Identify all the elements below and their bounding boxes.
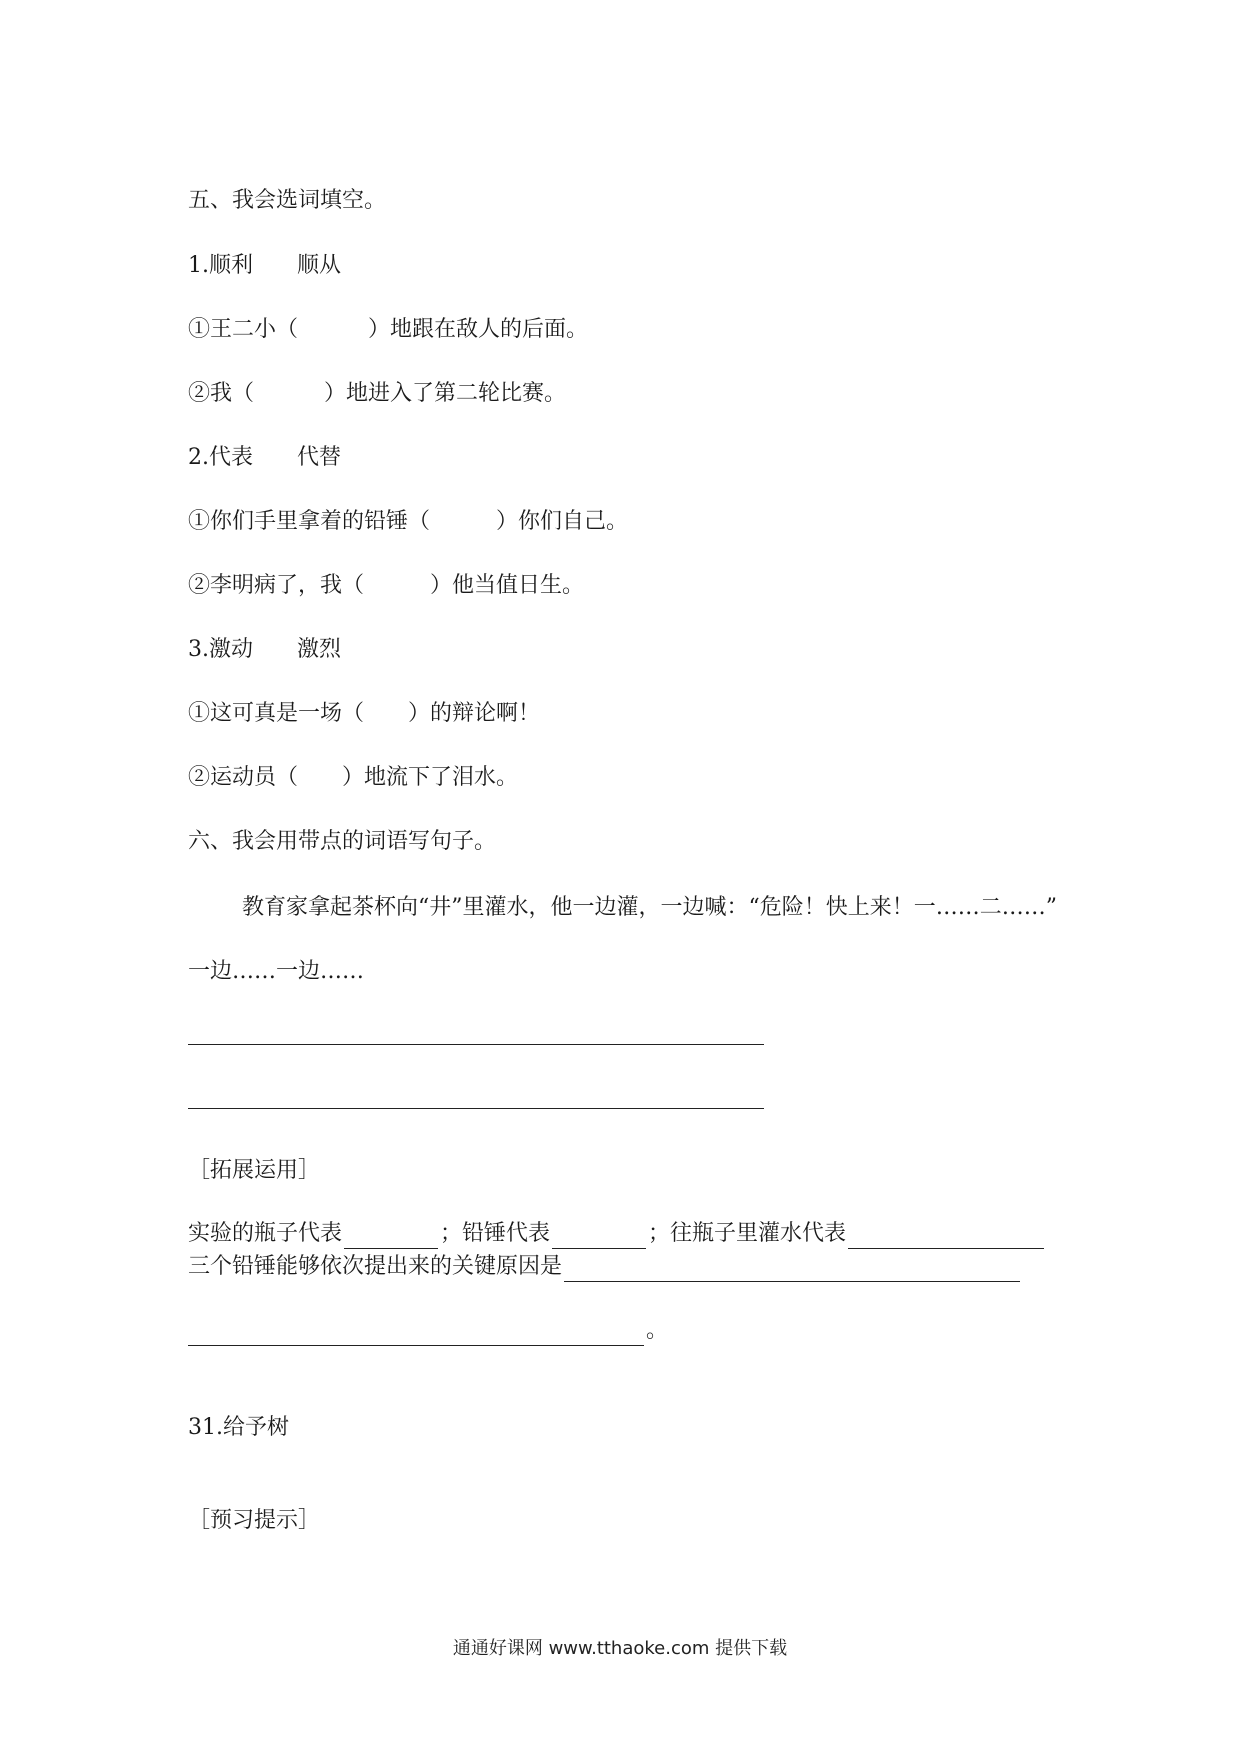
section-6-title: 六、我会用带点的词语写句子。 xyxy=(188,829,497,854)
answer-line-1[interactable] xyxy=(188,1044,764,1045)
q1-word-choices xyxy=(188,251,341,281)
q1-sentence-1: ①王二小（ ）地跟在敌人的后面。 xyxy=(188,317,589,342)
extension-title: ［拓展运用］ xyxy=(188,1158,321,1183)
q1-word-b: 顺从 xyxy=(297,253,342,278)
q3-sentence-2: ②运动员（ ）地流下了泪水。 xyxy=(188,765,519,790)
section-6-pattern: 一边……一边…… xyxy=(188,959,365,984)
water-blank[interactable] xyxy=(848,1226,1044,1249)
q2-sentence-2: ②李明病了，我（ ）他当值日生。 xyxy=(188,573,585,598)
reason-blank[interactable] xyxy=(564,1259,1020,1282)
extension-line-1: 实验的瓶子代表 ；铅锤代表 ；往瓶子里灌水代表 xyxy=(188,1219,1046,1249)
q3-word-choices xyxy=(188,635,341,665)
extension-line-2: 三个铅锤能够依次提出来的关键原因是 xyxy=(188,1252,1022,1282)
weight-blank[interactable] xyxy=(552,1226,646,1249)
q2-word-a: 2.代表 xyxy=(188,445,253,470)
q3-word-b: 激烈 xyxy=(297,637,342,662)
q2-word-choices xyxy=(188,443,341,473)
reason-blank-cont[interactable] xyxy=(188,1323,644,1346)
q3-word-a: 3.激动 xyxy=(188,637,253,662)
q2-word-b: 代替 xyxy=(297,445,342,470)
extension-line-3: 。 xyxy=(188,1316,668,1346)
q1-word-a: 1.顺利 xyxy=(188,253,253,278)
q3-sentence-1: ①这可真是一场（ ）的辩论啊！ xyxy=(188,701,541,726)
page-footer: 通通好课网 www.tthaoke.com 提供下载 xyxy=(452,1638,788,1659)
section-5-title: 五、我会选词填空。 xyxy=(188,188,387,213)
q2-sentence-1: ①你们手里拿着的铅锤（ ）你们自己。 xyxy=(188,509,629,534)
q1-sentence-2: ②我（ ）地进入了第二轮比赛。 xyxy=(188,381,567,406)
answer-line-2[interactable] xyxy=(188,1108,764,1109)
section-6-passage: 教育家拿起茶杯向“井”里灌水，他一边灌，一边喊：“危险！快上来！一……二……” xyxy=(242,895,1057,920)
lesson-preview-heading: ［预习提示］ xyxy=(188,1508,321,1533)
bottle-blank[interactable] xyxy=(344,1226,438,1249)
lesson-title: 31.给予树 xyxy=(188,1415,289,1440)
